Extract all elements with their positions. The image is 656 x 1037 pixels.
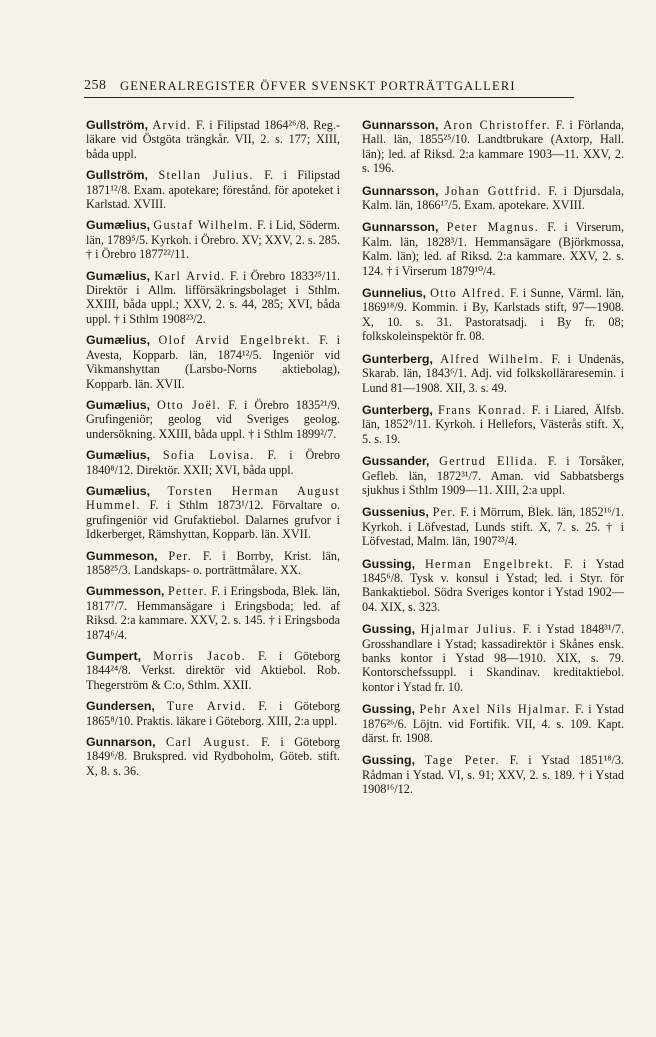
register-entry <box>362 403 624 446</box>
entry-given-name: Per. <box>432 505 457 520</box>
right-column <box>362 118 624 805</box>
register-entry <box>362 118 624 176</box>
entry-given-name: Alfred Wilhelm. <box>440 351 544 366</box>
entry-details: F. i Mörrum, Blek. län, 1852¹⁶/1. Kyrkoh. i Löfvestad, Lunds stift. X, 7. s. 25. † i Löfvestad, Malm. län, 1907²³/4. <box>362 505 624 549</box>
running-title: GENERALREGISTER ÖFVER SVENSKT PORTRÄTTGALLERI <box>120 79 516 93</box>
entry-surname: Gunterberg, <box>362 402 433 417</box>
register-entry <box>86 699 340 728</box>
entry-surname: Gumælius, <box>86 218 151 233</box>
entry-given-name: Pehr Axel Nils Hjalmar. <box>419 702 571 717</box>
entry-surname: Gussing, <box>362 702 416 717</box>
register-entry <box>362 286 624 344</box>
entry-details: F. i Göteborg 1844²⁴/8. Verkst. direktör vid Aktiebol. Rob. Thegerström & C:o, Sthlm. XXII. <box>86 649 340 692</box>
entry-given-name: Gertrud Ellida. <box>439 454 539 469</box>
register-entry <box>86 584 340 642</box>
entry-details: F. i Eringsboda, Blek. län, 1817⁷/7. Hemmansägare i Eringsboda; led. af Riksd. 2:a kammare. XXV, 2. s. 145. † i Eringsboda 1874⁶/4. <box>86 584 341 642</box>
entry-given-name: Sofia Lovisa. <box>162 448 255 463</box>
entry-surname: Gunnelius, <box>362 286 427 301</box>
entry-details: F. i Borrby, Krist. län, 1858²⁵/3. Landskaps- o. porträttmålare. XX. <box>86 548 341 577</box>
page-number: 258 <box>84 78 107 93</box>
entry-surname: Gumælius, <box>86 448 151 463</box>
register-entry <box>362 454 624 497</box>
register-entry <box>86 218 340 261</box>
register-entry <box>86 484 340 542</box>
entry-given-name: Hjalmar Julius. <box>420 622 518 637</box>
entry-surname: Gummeson, <box>86 548 158 563</box>
entry-given-name: Torsten Herman August Hummel. <box>86 483 340 513</box>
entry-details: F. i Filipstad 1871¹²/8. Exam. apotekare; förestånd. för apoteket i Karlstad. XVIII. <box>86 168 341 212</box>
entry-details: F. i Virserum, Kalm. län, 1828³/1. Hemmansägare (Björkmossa, Kalm. län); led. af Riksd. 2:a kammare. XXV, 2. s. 124. † i Virserum 1879¹⁰/4. <box>362 220 625 278</box>
entry-given-name: Karl Arvid. <box>154 268 226 283</box>
entry-details: F. i Göteborg 1849⁶/8. Brukspred. vid Rydboholm, Göteb. stift. X, 8. s. 36. <box>86 735 341 778</box>
register-entry <box>362 505 624 548</box>
register-entry <box>86 168 340 211</box>
register-entry <box>362 220 624 278</box>
entry-details: F. i Göteborg 1865⁸/10. Praktis. läkare i Göteborg. XIII, 2:a uppl. <box>86 699 341 728</box>
entry-surname: Gumælius, <box>86 333 151 348</box>
entry-given-name: Carl August. <box>165 735 251 750</box>
register-entry <box>86 269 340 327</box>
entry-details: F. i Sunne, Värml. län, 1869¹⁸/9. Kommin. i By, Karlstads stift, 97—1908. X, 10. s. 31. Pastoratsadj. i By fr. 08; folkskoleinspektör fr. 08. <box>362 286 624 344</box>
entry-details: F. i Örebro 1835²¹/9. Grufingeniör; geolog vid Sveriges geolog. undersökning. XXIII, båda uppl. † i Sthlm 1899²/7. <box>86 397 341 441</box>
entry-given-name: Per. <box>168 548 193 563</box>
entry-surname: Gussing, <box>362 556 416 571</box>
entry-details: F. i Liared, Älfsb. län, 1852⁹/11. Kyrkoh. i Hellefors, Västerås stift. X, 5. s. 19. <box>362 402 624 446</box>
entry-details: F. i Örebro 1833²⁵/11. Direktör i Allm. lifförsäkringsbolaget i Sthlm. XXIII, båda uppl.; XXV, 2. s. 44, 285; XVI, båda uppl. † i Sthlm 1908²³/2. <box>86 268 341 326</box>
entry-surname: Gussander, <box>362 454 430 469</box>
entry-surname: Gussenius, <box>362 505 429 520</box>
register-entry <box>86 448 340 477</box>
register-entry <box>362 622 624 694</box>
left-column <box>86 118 340 785</box>
entry-surname: Gumælius, <box>86 483 151 498</box>
entry-given-name: Peter Magnus. <box>446 220 540 235</box>
entry-surname: Gumpert, <box>86 649 142 663</box>
entry-surname: Gunterberg, <box>362 351 433 366</box>
entry-given-name: Otto Joël. <box>156 397 222 412</box>
entry-details: F. i Örebro 1840⁸/12. Direktör. XXII; XVI, båda uppl. <box>86 448 340 477</box>
header-rule <box>84 97 574 98</box>
entry-details: F. i Ystad 1851¹⁸/3. Rådman i Ystad. VI, s. 91; XXV, 2. s. 189. † i Ystad 1908¹⁶/12. <box>362 753 625 797</box>
entry-given-name: Tage Peter. <box>424 753 500 768</box>
entry-details: F. i Förlanda, Hall. län, 1855²⁵/10. Landtbrukare (Axtorp, Hall. län); led. af Riksd. 2:a kammare 1903—11. XXV, 2. s. 196. <box>362 118 625 176</box>
entry-surname: Gumælius, <box>86 268 151 283</box>
entry-given-name: Morris Jacob. <box>153 649 246 663</box>
register-entry <box>86 549 340 578</box>
entry-given-name: Olof Arvid Engelbrekt. <box>158 333 311 348</box>
register-entry <box>362 702 624 745</box>
entry-given-name: Herman Engelbrekt. <box>424 556 555 571</box>
entry-given-name: Arvid. <box>152 118 192 132</box>
entry-surname: Gunnarsson, <box>362 183 439 198</box>
register-entry <box>86 735 340 778</box>
entry-details: F. i Djursdala, Kalm. län, 1866¹⁷/5. Exam. apotekare. XVIII. <box>362 183 624 213</box>
entry-details: F. i Undenäs, Skarab. län, 1843⁶/1. Adj. vid folkskolläraresemin. i Lund 81—1908. XII, 3. s. 49. <box>362 351 625 395</box>
register-entry <box>362 184 624 213</box>
entry-details: F. i Avesta, Kopparb. län, 1874¹²/5. Ingeniör vid Vikmanshyttan (Larsbo-Norns aktiebolag), Kopparb. län. XVII. <box>86 333 341 391</box>
entry-surname: Gunnarsson, <box>362 220 439 235</box>
entry-surname: Gullström, <box>86 118 148 132</box>
entry-given-name: Stellan Julius. <box>158 168 254 183</box>
entry-given-name: Otto Alfred. <box>430 286 506 301</box>
entry-surname: Gundersen, <box>86 699 155 714</box>
entry-details: F. i Filipstad 1864²⁶/8. Reg.-läkare vid Östgöta trängkår. VII, 2. s. 177; XIII, båda uppl. <box>86 118 341 161</box>
register-entry <box>86 398 340 441</box>
entry-surname: Gussing, <box>362 753 416 768</box>
entry-details: F. i Lid, Söderm. län, 1789⁵/5. Kyrkoh. i Örebro. XV; XXV, 2. s. 285. † i Örebro 1877²²/11. <box>86 218 341 262</box>
entry-details: F. i Torsåker, Gefleb. län, 1872³¹/7. Aman. vid Sabbatsbergs sjukhus i Sthlm 1909—11. XIII, 2:a uppl. <box>362 454 625 497</box>
register-entry <box>362 352 624 395</box>
entry-surname: Gussing, <box>362 622 416 637</box>
entry-surname: Gunnarsson, <box>362 118 439 132</box>
entry-details: F. i Ystad 1848³¹/7. Grosshandlare i Ystad; kassadirektör i Skånes ensk. banks kontor i Ystad 98—1910. XIX, s. 79. Kontorschefssuppl. i Skandinav. kreditaktiebol. kontor i Ystad fr. 10. <box>362 622 624 694</box>
entry-surname: Gummesson, <box>86 584 165 599</box>
entry-given-name: Petter. <box>167 584 208 599</box>
entry-details: F. i Ystad 1845⁶/8. Tysk v. konsul i Ystad; led. i Styr. för Bankaktiebol. Södra Sveriges kontor i Ystad 1902—04. XIX, s. 323. <box>362 556 625 614</box>
register-entry <box>362 557 624 615</box>
entry-surname: Gunnarson, <box>86 735 156 750</box>
entry-given-name: Ture Arvid. <box>166 699 247 714</box>
entry-details: F. i Ystad 1876²⁶/6. Löjtn. vid Fortifik. VII, 4. s. 109. Kapt. därst. fr. 1908. <box>362 702 625 746</box>
entry-given-name: Gustaf Wilhelm. <box>153 218 254 233</box>
register-entry <box>86 333 340 391</box>
register-entry <box>362 753 624 796</box>
entry-surname: Gullström, <box>86 168 148 183</box>
entry-given-name: Johan Gottfrid. <box>444 183 542 198</box>
register-entry <box>86 649 340 692</box>
entry-surname: Gumælius, <box>86 397 151 412</box>
entry-details: F. i Sthlm 1873¹/12. Förvaltare o. grufingeniör vid Grufaktiebol. Dalarnes grufvor i Idkerberget, Rämshyttan, Kopparb. län. XVII. <box>86 498 341 542</box>
register-entry <box>86 118 340 161</box>
entry-given-name: Frans Konrad. <box>437 402 527 417</box>
entry-given-name: Aron Christoffer. <box>443 118 551 132</box>
